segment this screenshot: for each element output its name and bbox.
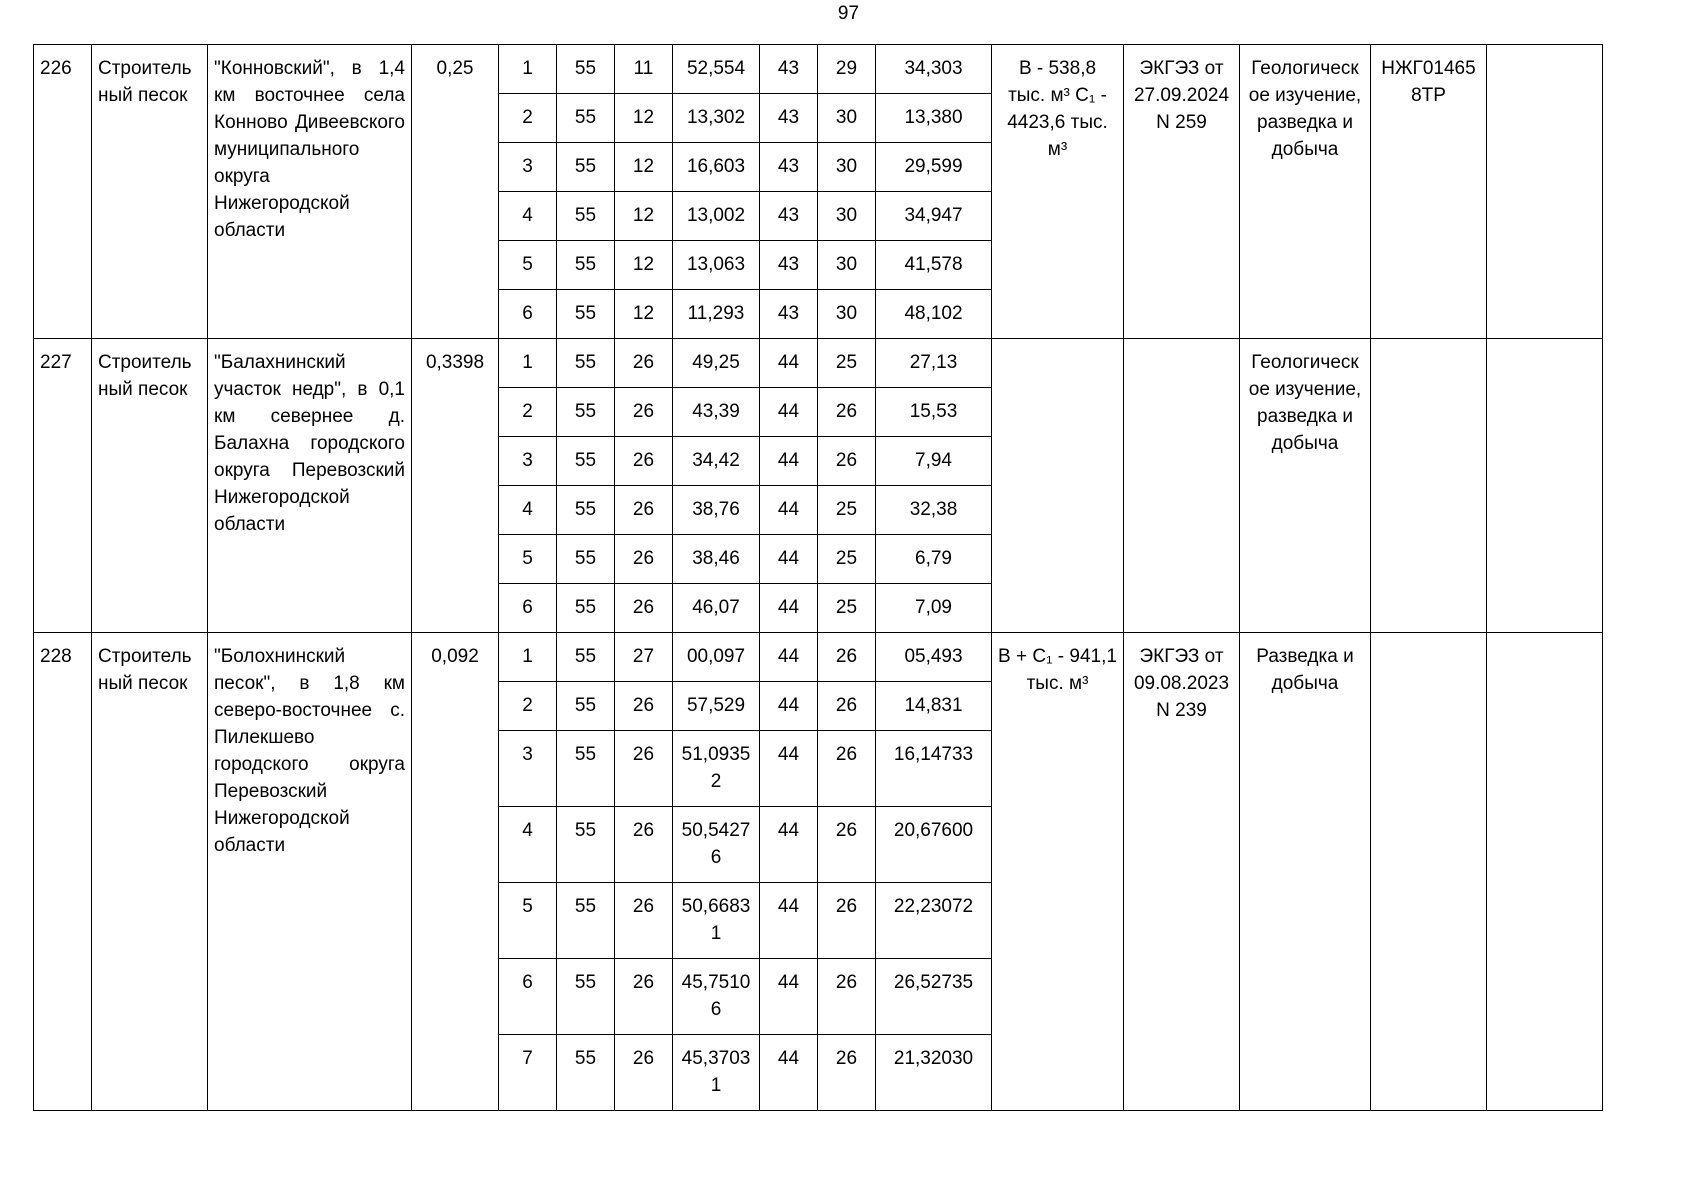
lat-degrees: 55 xyxy=(557,584,615,633)
lon-seconds: 27,13 xyxy=(876,339,992,388)
lon-seconds: 15,53 xyxy=(876,388,992,437)
lat-seconds: 50,6683 1 xyxy=(673,883,760,959)
lon-minutes: 25 xyxy=(818,535,876,584)
page-number: 97 xyxy=(837,3,860,24)
lon-degrees: 43 xyxy=(760,192,818,241)
usage-purpose: Разведка и добыча xyxy=(1240,633,1371,1111)
lon-seconds: 13,380 xyxy=(876,94,992,143)
lat-seconds: 52,554 xyxy=(673,45,760,94)
lon-degrees: 43 xyxy=(760,94,818,143)
lon-degrees: 44 xyxy=(760,959,818,1035)
lon-degrees: 44 xyxy=(760,535,818,584)
lat-seconds: 38,46 xyxy=(673,535,760,584)
lon-seconds: 22,23072 xyxy=(876,883,992,959)
lon-degrees: 43 xyxy=(760,290,818,339)
lat-seconds: 38,76 xyxy=(673,486,760,535)
lat-minutes: 26 xyxy=(615,883,673,959)
note xyxy=(1487,339,1603,633)
lat-minutes: 26 xyxy=(615,486,673,535)
lat-degrees: 55 xyxy=(557,486,615,535)
area-km2: 0,3398 xyxy=(412,339,499,633)
lon-seconds: 20,67600 xyxy=(876,807,992,883)
lat-degrees: 55 xyxy=(557,339,615,388)
license-number xyxy=(1371,633,1487,1111)
lat-degrees: 55 xyxy=(557,682,615,731)
lat-minutes: 26 xyxy=(615,388,673,437)
lat-minutes: 26 xyxy=(615,339,673,388)
lon-minutes: 25 xyxy=(818,486,876,535)
lat-minutes: 26 xyxy=(615,959,673,1035)
lat-minutes: 12 xyxy=(615,290,673,339)
table-row xyxy=(34,339,1603,388)
lon-minutes: 26 xyxy=(818,1035,876,1111)
lat-minutes: 11 xyxy=(615,45,673,94)
lat-seconds: 00,097 xyxy=(673,633,760,682)
lon-minutes: 26 xyxy=(818,883,876,959)
lat-seconds: 45,3703 1 xyxy=(673,1035,760,1111)
lon-degrees: 43 xyxy=(760,45,818,94)
lon-minutes: 25 xyxy=(818,584,876,633)
mineral-type: Строитель ный песок xyxy=(92,339,208,633)
usage-purpose: Геологическ ое изучение, разведка и добыча xyxy=(1240,45,1371,339)
point-number: 6 xyxy=(499,959,557,1035)
point-number: 2 xyxy=(499,682,557,731)
lat-degrees: 55 xyxy=(557,290,615,339)
lon-seconds: 32,38 xyxy=(876,486,992,535)
lon-minutes: 30 xyxy=(818,143,876,192)
lon-seconds: 29,599 xyxy=(876,143,992,192)
lon-degrees: 43 xyxy=(760,241,818,290)
lon-seconds: 41,578 xyxy=(876,241,992,290)
lon-degrees: 44 xyxy=(760,486,818,535)
usage-purpose: Геологическ ое изучение, разведка и добыча xyxy=(1240,339,1371,633)
point-number: 1 xyxy=(499,633,557,682)
point-number: 1 xyxy=(499,45,557,94)
lon-minutes: 26 xyxy=(818,682,876,731)
lon-degrees: 44 xyxy=(760,1035,818,1111)
lat-minutes: 27 xyxy=(615,633,673,682)
lon-degrees: 44 xyxy=(760,633,818,682)
lat-seconds: 49,25 xyxy=(673,339,760,388)
lat-degrees: 55 xyxy=(557,192,615,241)
point-number: 5 xyxy=(499,883,557,959)
row-number: 227 xyxy=(34,339,92,633)
point-number: 3 xyxy=(499,731,557,807)
lon-seconds: 26,52735 xyxy=(876,959,992,1035)
lat-seconds: 50,5427 6 xyxy=(673,807,760,883)
lat-minutes: 26 xyxy=(615,535,673,584)
area-km2: 0,092 xyxy=(412,633,499,1111)
point-number: 4 xyxy=(499,486,557,535)
note xyxy=(1487,633,1603,1111)
lon-minutes: 26 xyxy=(818,807,876,883)
lat-seconds: 51,0935 2 xyxy=(673,731,760,807)
lon-minutes: 25 xyxy=(818,339,876,388)
lon-seconds: 7,94 xyxy=(876,437,992,486)
lon-minutes: 29 xyxy=(818,45,876,94)
point-number: 4 xyxy=(499,192,557,241)
lon-minutes: 30 xyxy=(818,192,876,241)
lat-seconds: 11,293 xyxy=(673,290,760,339)
lon-minutes: 26 xyxy=(818,388,876,437)
lat-minutes: 12 xyxy=(615,94,673,143)
note xyxy=(1487,45,1603,339)
point-number: 1 xyxy=(499,339,557,388)
lat-degrees: 55 xyxy=(557,883,615,959)
lon-seconds: 6,79 xyxy=(876,535,992,584)
lat-degrees: 55 xyxy=(557,807,615,883)
lat-minutes: 26 xyxy=(615,682,673,731)
point-number: 7 xyxy=(499,1035,557,1111)
lat-degrees: 55 xyxy=(557,143,615,192)
location-description: "Болохнинский песок", в 1,8 км северо-восточнее с. Пилекшево городского округа Перевозский Нижегородской области xyxy=(208,633,412,1111)
lat-seconds: 16,603 xyxy=(673,143,760,192)
mineral-type: Строитель ный песок xyxy=(92,633,208,1111)
lat-degrees: 55 xyxy=(557,535,615,584)
lat-degrees: 55 xyxy=(557,1035,615,1111)
lon-seconds: 48,102 xyxy=(876,290,992,339)
lat-minutes: 26 xyxy=(615,1035,673,1111)
lon-seconds: 16,14733 xyxy=(876,731,992,807)
lat-seconds: 13,002 xyxy=(673,192,760,241)
lat-seconds: 43,39 xyxy=(673,388,760,437)
lat-seconds: 45,7510 6 xyxy=(673,959,760,1035)
lon-degrees: 44 xyxy=(760,388,818,437)
lat-minutes: 26 xyxy=(615,731,673,807)
license-number: НЖГ01465 8ТР xyxy=(1371,45,1487,339)
point-number: 6 xyxy=(499,290,557,339)
lon-seconds: 14,831 xyxy=(876,682,992,731)
lat-seconds: 13,302 xyxy=(673,94,760,143)
lat-degrees: 55 xyxy=(557,633,615,682)
location-description: "Балахнинский участок недр", в 0,1 км севернее д. Балахна городского округа Перевозский Нижегородской области xyxy=(208,339,412,633)
area-km2: 0,25 xyxy=(412,45,499,339)
lon-degrees: 44 xyxy=(760,883,818,959)
subsoil-registry-table xyxy=(33,44,1603,1111)
reserves: В + С₁ - 941,1 тыс. м³ xyxy=(992,633,1124,1111)
lat-minutes: 26 xyxy=(615,437,673,486)
point-number: 5 xyxy=(499,241,557,290)
lon-seconds: 05,493 xyxy=(876,633,992,682)
row-number: 226 xyxy=(34,45,92,339)
point-number: 4 xyxy=(499,807,557,883)
lat-minutes: 12 xyxy=(615,143,673,192)
lat-minutes: 12 xyxy=(615,192,673,241)
approval-protocol xyxy=(1124,339,1240,633)
lat-minutes: 26 xyxy=(615,584,673,633)
approval-protocol: ЭКГЭЗ от 09.08.2023 N 239 xyxy=(1124,633,1240,1111)
point-number: 5 xyxy=(499,535,557,584)
point-number: 3 xyxy=(499,143,557,192)
lat-degrees: 55 xyxy=(557,241,615,290)
lon-degrees: 44 xyxy=(760,807,818,883)
lat-seconds: 34,42 xyxy=(673,437,760,486)
lon-minutes: 26 xyxy=(818,959,876,1035)
lat-degrees: 55 xyxy=(557,437,615,486)
lon-degrees: 44 xyxy=(760,339,818,388)
mineral-type: Строитель ный песок xyxy=(92,45,208,339)
lon-minutes: 26 xyxy=(818,633,876,682)
table-row xyxy=(34,45,1603,94)
reserves: В - 538,8 тыс. м³ С₁ - 4423,6 тыс. м³ xyxy=(992,45,1124,339)
lon-minutes: 26 xyxy=(818,731,876,807)
registry-body xyxy=(34,45,1603,1111)
point-number: 3 xyxy=(499,437,557,486)
point-number: 2 xyxy=(499,388,557,437)
point-number: 6 xyxy=(499,584,557,633)
lon-degrees: 43 xyxy=(760,143,818,192)
lon-minutes: 30 xyxy=(818,290,876,339)
license-number xyxy=(1371,339,1487,633)
table-row xyxy=(34,633,1603,682)
lon-minutes: 30 xyxy=(818,241,876,290)
location-description: "Конновский", в 1,4 км восточнее села Конново Дивеевского муниципального округа Нижегородской области xyxy=(208,45,412,339)
lon-seconds: 21,32030 xyxy=(876,1035,992,1111)
reserves xyxy=(992,339,1124,633)
lat-degrees: 55 xyxy=(557,388,615,437)
lon-degrees: 44 xyxy=(760,584,818,633)
lat-seconds: 46,07 xyxy=(673,584,760,633)
lon-seconds: 34,947 xyxy=(876,192,992,241)
lat-degrees: 55 xyxy=(557,94,615,143)
approval-protocol: ЭКГЭЗ от 27.09.2024 N 259 xyxy=(1124,45,1240,339)
lon-degrees: 44 xyxy=(760,731,818,807)
lat-minutes: 12 xyxy=(615,241,673,290)
lat-degrees: 55 xyxy=(557,959,615,1035)
lon-seconds: 7,09 xyxy=(876,584,992,633)
lat-seconds: 13,063 xyxy=(673,241,760,290)
lon-degrees: 44 xyxy=(760,682,818,731)
row-number: 228 xyxy=(34,633,92,1111)
lon-seconds: 34,303 xyxy=(876,45,992,94)
lon-minutes: 30 xyxy=(818,94,876,143)
lat-seconds: 57,529 xyxy=(673,682,760,731)
lon-minutes: 26 xyxy=(818,437,876,486)
lon-degrees: 44 xyxy=(760,437,818,486)
lat-degrees: 55 xyxy=(557,731,615,807)
point-number: 2 xyxy=(499,94,557,143)
lat-degrees: 55 xyxy=(557,45,615,94)
lat-minutes: 26 xyxy=(615,807,673,883)
